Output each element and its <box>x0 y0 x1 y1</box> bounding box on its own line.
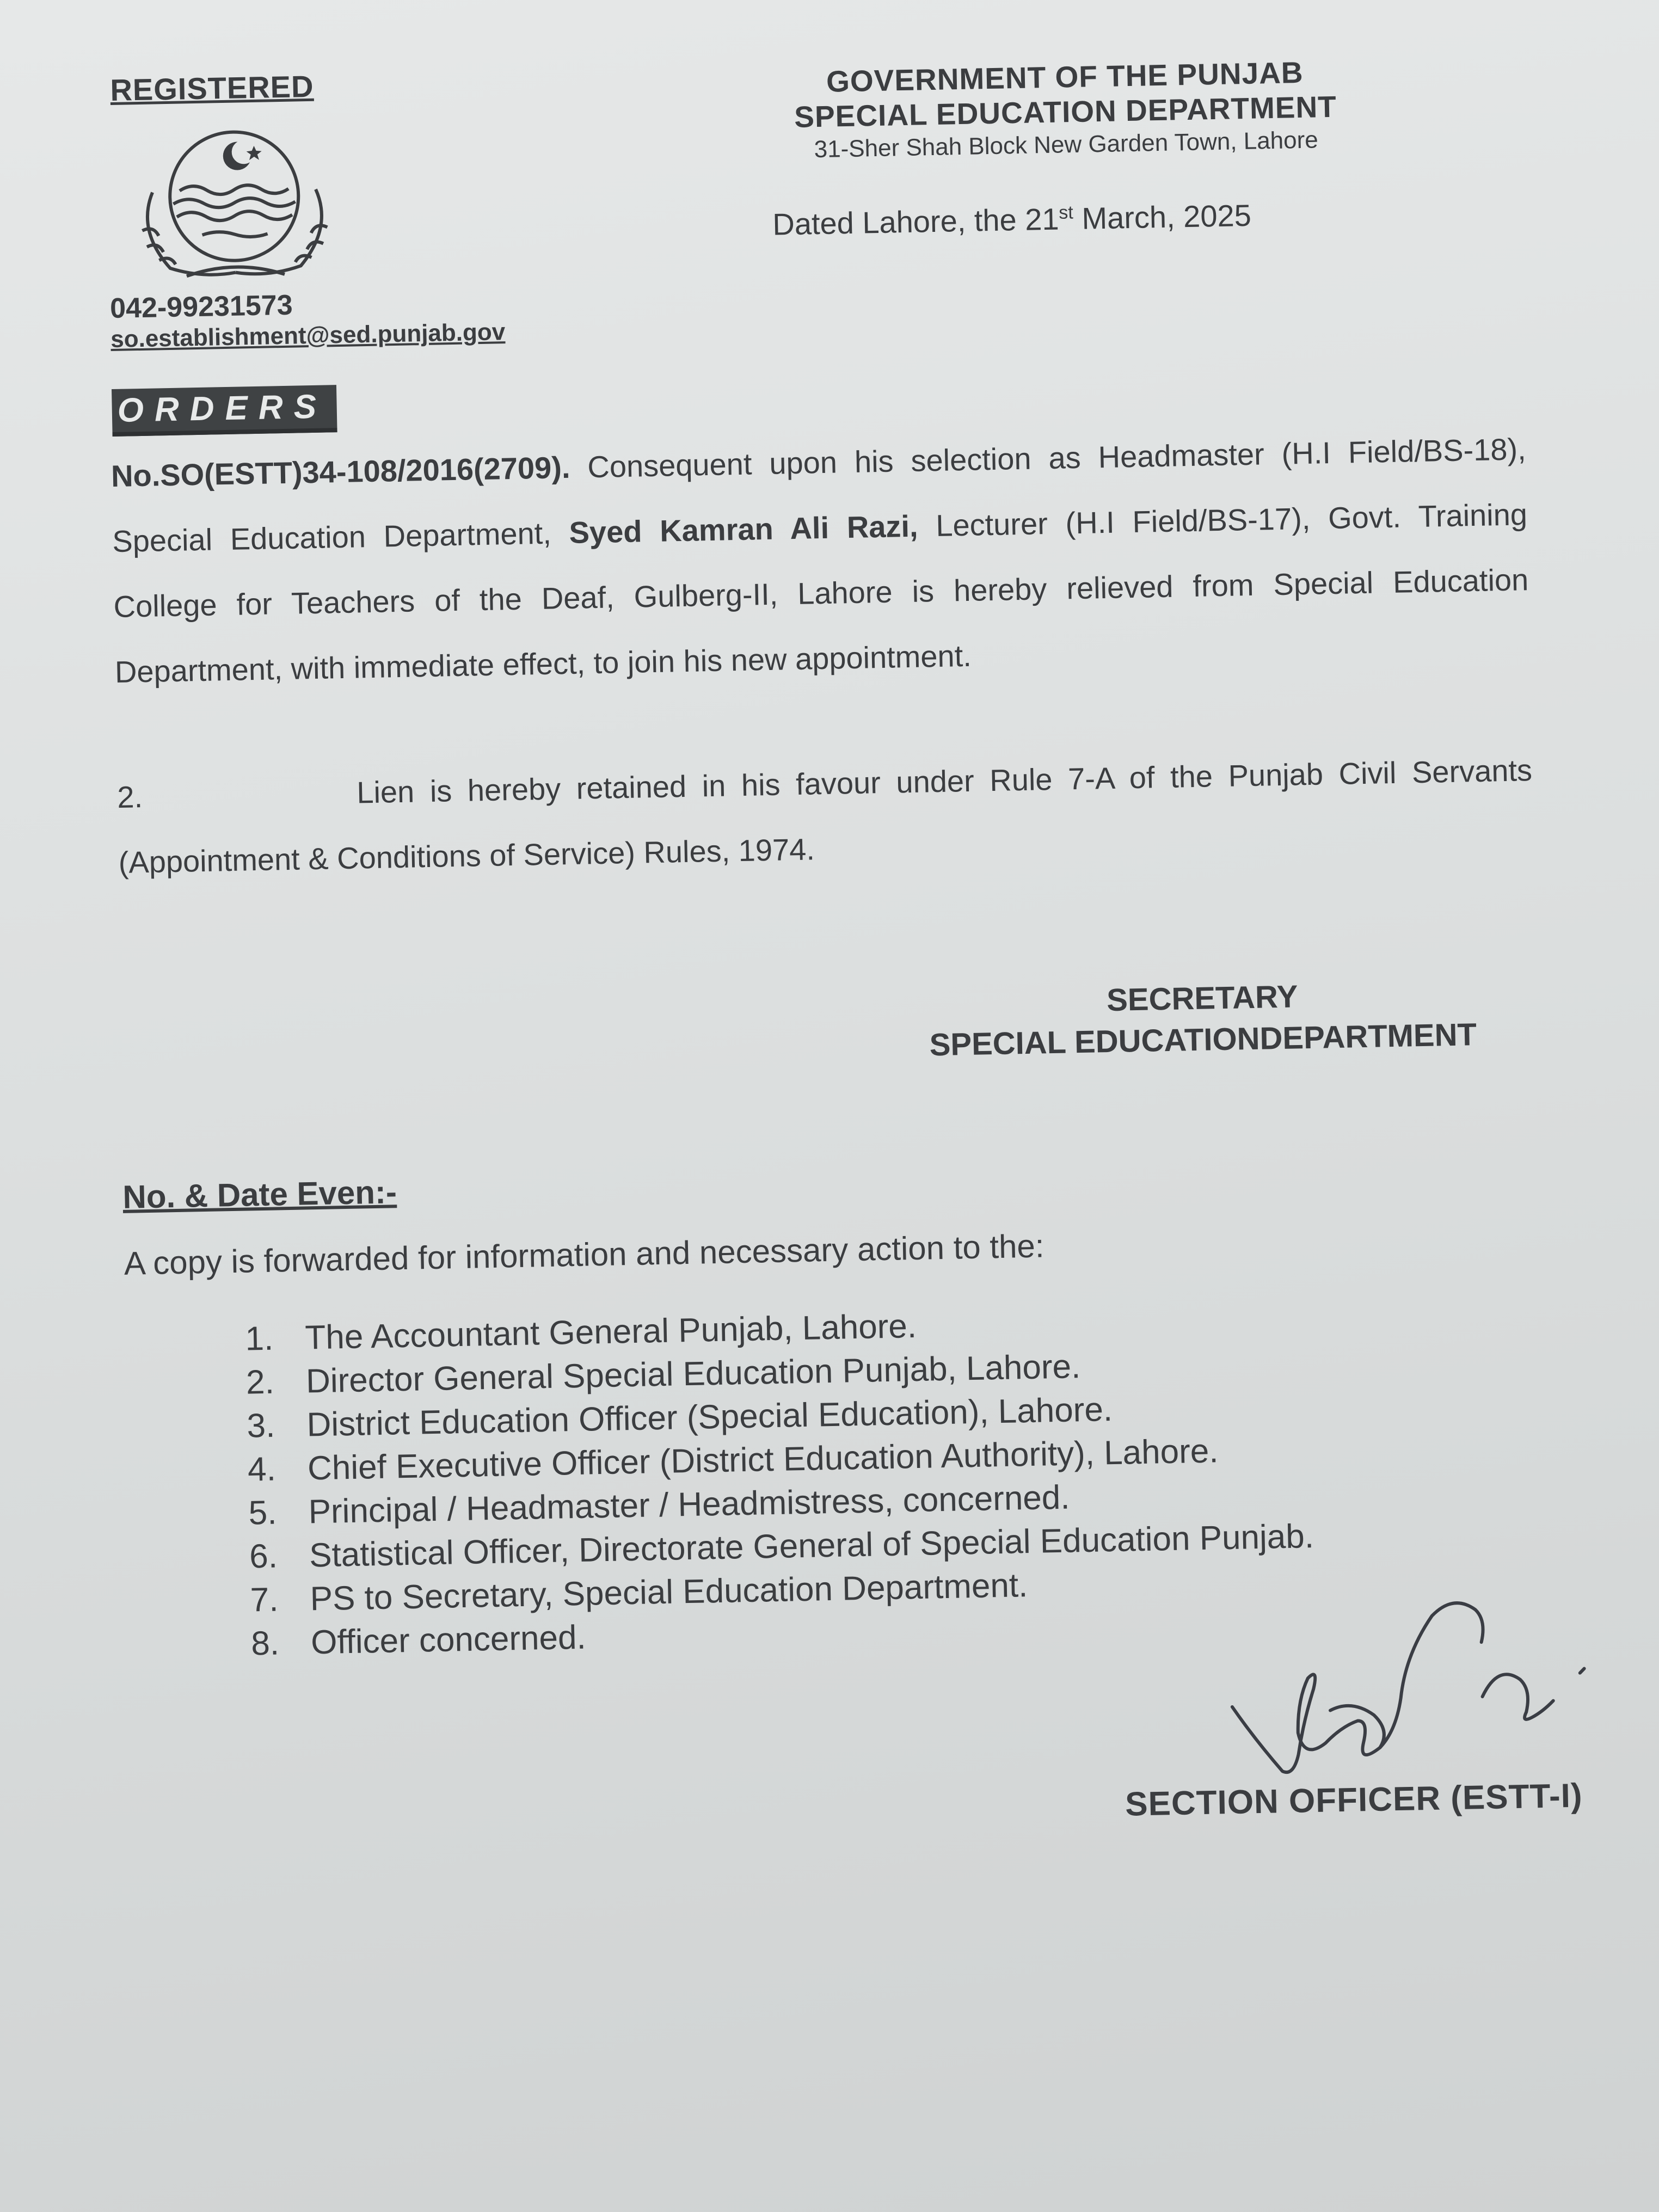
dated-prefix: Dated Lahore, the 21 <box>772 201 1060 242</box>
secretary-signature-block <box>848 971 1557 1067</box>
list-item-text: Statistical Officer, Directorate General of Special Education Punjab. <box>309 1517 1314 1575</box>
list-item-text: The Accountant General Punjab, Lahore. <box>304 1307 917 1357</box>
even-reference-heading: No. & Date Even:- <box>122 1173 397 1215</box>
order-text-part-a: Consequent upon his selection as Headmaster (H.I Field/BS-18), Special Education Department, <box>112 432 1527 559</box>
secretary-department: SPECIAL EDUCATIONDEPARTMENT <box>929 1017 1477 1063</box>
secretary-title: SECRETARY <box>1106 979 1299 1018</box>
list-item-text: Principal / Headmaster / Headmistress, concerned. <box>308 1478 1071 1531</box>
list-item-text: Chief Executive Officer (District Education Authority), Lahore. <box>307 1432 1219 1488</box>
list-item-number: 1. <box>244 1319 274 1358</box>
section-officer-title: SECTION OFFICER (ESTT-I) <box>1125 1777 1583 1823</box>
phone-number: 042-99231573 <box>109 289 293 325</box>
registered-label: REGISTERED <box>109 69 315 107</box>
dated-line <box>772 198 1252 242</box>
copy-forward-intro: A copy is forwarded for information and necessary action to the: <box>124 1227 1045 1282</box>
orders-heading: ORDERS <box>112 385 337 437</box>
government-heading: GOVERNMENT OF THE PUNJAB <box>826 55 1304 99</box>
order-text-part-b: Lecturer (H.I Field/BS-17), Govt. Training College for Teachers of the Deaf, Gulberg-II, Lahore is hereby relieved from Special Education Department, with immediate effect, to join his new appointment. <box>113 497 1529 690</box>
list-item-text: Officer concerned. <box>310 1618 587 1662</box>
officer-name: Syed Kamran Ali Razi, <box>568 508 919 550</box>
department-address: 31-Sher Shah Block New Garden Town, Lahore <box>814 126 1319 163</box>
order-paragraph-1 <box>110 416 1531 705</box>
handwritten-signature <box>1197 1563 1648 1800</box>
list-item-number: 3. <box>246 1406 275 1445</box>
list-item-text: Director General Special Education Punjab, Lahore. <box>305 1348 1081 1400</box>
list-item-number: 7. <box>250 1581 279 1619</box>
department-heading: SPECIAL EDUCATION DEPARTMENT <box>794 89 1337 134</box>
list-item-number: 8. <box>250 1624 280 1663</box>
punjab-emblem-icon <box>119 118 351 286</box>
list-item-number: 5. <box>248 1494 278 1532</box>
list-item-number: 6. <box>249 1537 278 1576</box>
order-reference-number: No.SO(ESTT)34-108/2016(2709). <box>110 450 571 494</box>
lien-text: Lien is hereby retained in his favour under Rule 7-A of the Punjab Civil Servants (Appointment & Conditions of Service) Rules, 1974. <box>118 753 1533 880</box>
email-address: so.establishment@sed.punjab.gov <box>110 318 506 353</box>
list-item-text: PS to Secretary, Special Education Department. <box>310 1566 1028 1618</box>
dated-month-year: March, 2025 <box>1073 198 1252 236</box>
paragraph-number: 2. <box>116 779 143 814</box>
list-item-number: 2. <box>245 1363 275 1402</box>
dated-suffix-ordinal: st <box>1058 202 1074 223</box>
list-item-number: 4. <box>247 1450 276 1489</box>
order-paragraph-2 <box>116 738 1534 895</box>
list-item-text: District Education Officer (Special Education), Lahore. <box>306 1391 1113 1444</box>
